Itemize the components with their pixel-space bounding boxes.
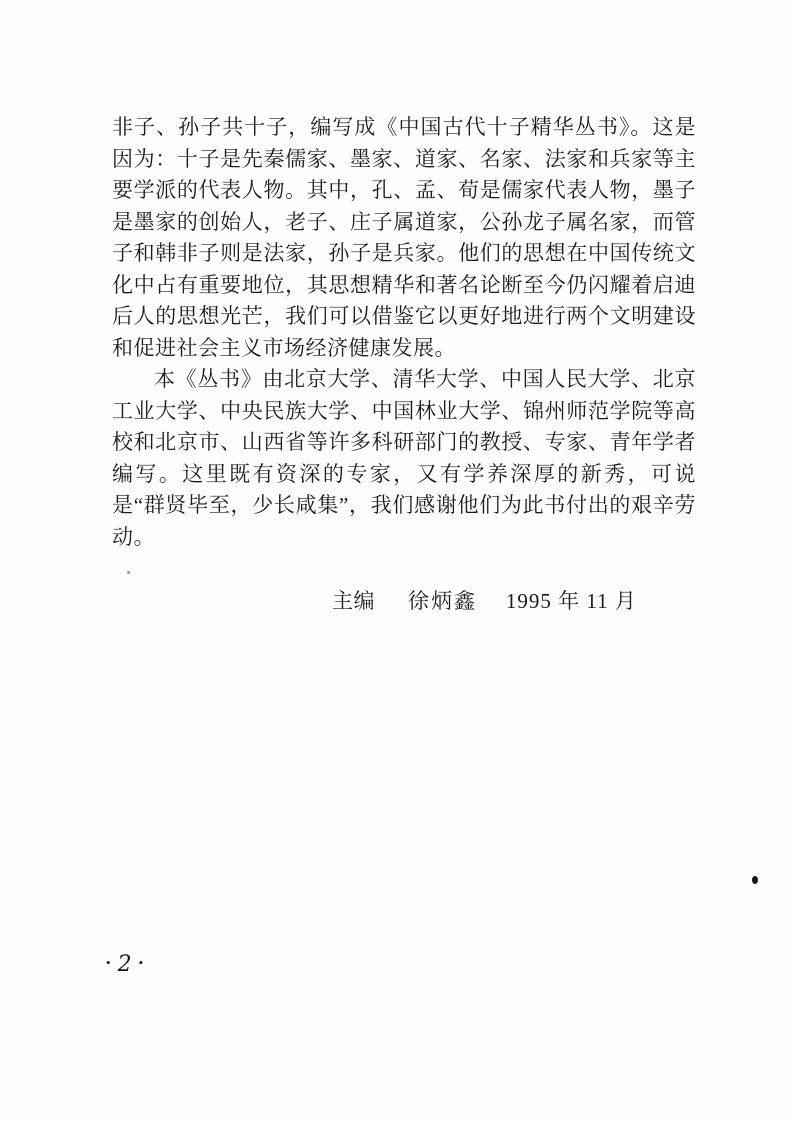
page-number-left-dot: • [106,955,111,970]
text-block [112,112,696,618]
signature-line [112,586,696,618]
paragraph-1: 非子、孙子共十子，编写成《中国古代十子精华丛书》。这是因为：十子是先秦儒家、墨家、道家、名家、法家和兵家等主要学派的代表人物。其中，孔、孟、荀是儒家代表人物，墨子是墨家的创始人，老子、庄子属道家，公孙龙子属名家，而管子和韩非子则是法家，孙子是兵家。他们的思想在中国传统文化中占有重要地位，其思想精华和著名论断至今仍闪耀着启迪后人的思想光芒，我们可以借鉴它以更好地进行两个文明建设和促进社会主义市场经济健康发展。 [112,115,696,360]
page-number-value: 2 [117,952,132,977]
page-number-right-dot: • [138,955,144,970]
ink-speck-small [127,571,130,574]
signature-date: 1995 年 11 月 [505,589,637,613]
signature-role: 主编 [332,589,375,613]
ink-speck [752,876,758,884]
page-number [106,948,143,980]
signature-name: 徐炳鑫 [408,589,478,613]
paragraph-2: 本《丛书》由北京大学、清华大学、中国人民大学、北京工业大学、中央民族大学、中国林业大学、锦州师范学院等高校和北京市、山西省等许多科研部门的教授、专家、青年学者编写。这里既有资深的专家，又有学养深厚的新秀，可说是“群贤毕至，少长咸集”，我们感谢他们为此书付出的艰辛劳动。 [112,367,696,549]
